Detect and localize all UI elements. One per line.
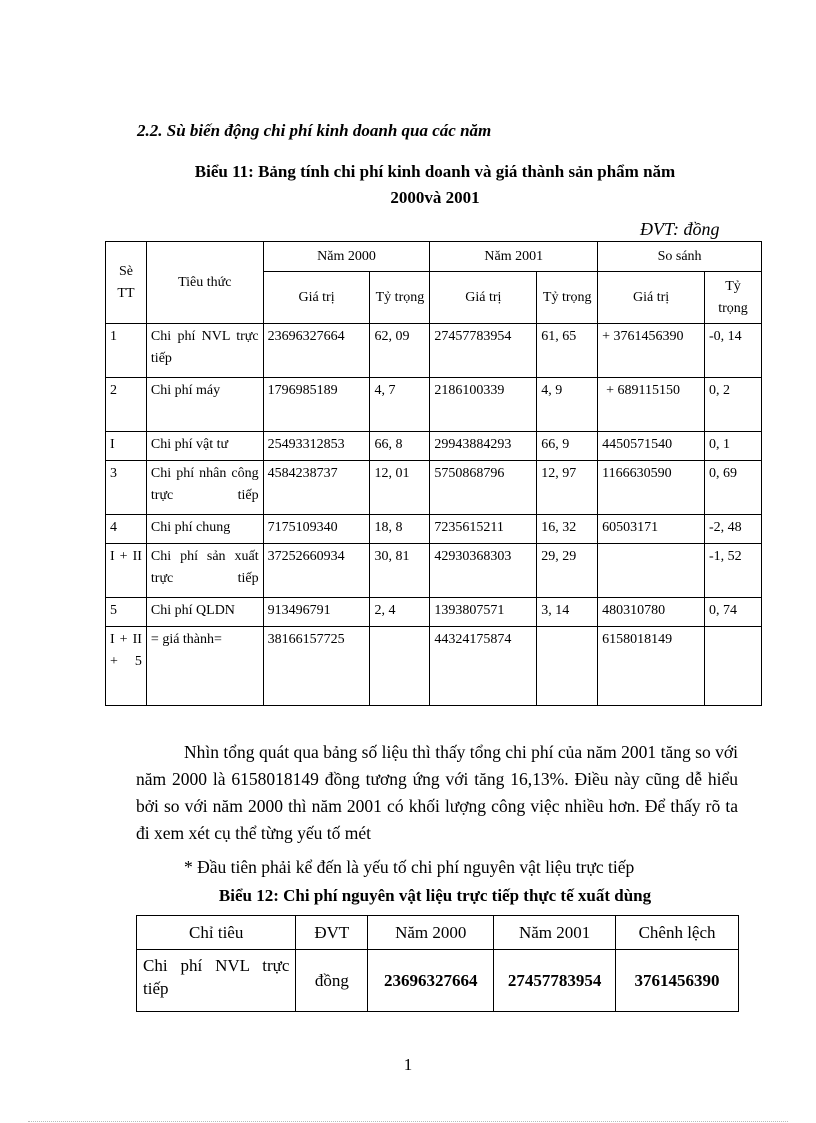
cell-ratio-compare: 0, 1 xyxy=(705,432,762,461)
cell-value-compare xyxy=(598,544,705,598)
body-paragraph-2: * Đầu tiên phải kể đến là yếu tố chi phí nguyên vật liệu trực tiếp xyxy=(184,857,635,877)
cell-ratio-compare: -1, 52 xyxy=(705,544,762,598)
cell-ratio-compare: 0, 69 xyxy=(705,461,762,515)
header-year2000: Năm 2000 xyxy=(263,242,430,272)
cell-criteria: Chi phí sản xuất trực tiếp xyxy=(146,544,263,598)
table-row xyxy=(137,950,739,1012)
cell-ratio-2000: 30, 81 xyxy=(370,544,430,598)
header-unit: ĐVT xyxy=(296,916,368,950)
cell-ratio-2001: 66, 9 xyxy=(537,432,598,461)
header-ratio: Tỷ trọng xyxy=(705,272,762,324)
table-row xyxy=(106,544,762,598)
cell-value-2001: 2186100339 xyxy=(430,378,537,432)
table1-caption-line2: 2000và 2001 xyxy=(390,188,480,207)
cell-criteria: = giá thành= xyxy=(146,627,263,706)
cell-ratio-compare: -2, 48 xyxy=(705,515,762,544)
cell-ratio-2001 xyxy=(537,627,598,706)
cell-value-compare: 1166630590 xyxy=(598,461,705,515)
cell-value-2000: 23696327664 xyxy=(263,324,370,378)
cell-value-2001: 1393807571 xyxy=(430,598,537,627)
cell-value-2000: 1796985189 xyxy=(263,378,370,432)
cell-criteria: Chi phí QLDN xyxy=(146,598,263,627)
cell-criteria: Chi phí NVL trực tiếp xyxy=(146,324,263,378)
cell-unit: đồng xyxy=(296,950,368,1012)
cell-difference: 3761456390 xyxy=(616,950,739,1012)
cell-ratio-2000: 4, 7 xyxy=(370,378,430,432)
header-compare: So sánh xyxy=(598,242,762,272)
header-ratio: Tỷ trọng xyxy=(370,272,430,324)
header-value: Giá trị xyxy=(263,272,370,324)
cell-value-2000: 38166157725 xyxy=(263,627,370,706)
cell-ratio-2001: 3, 14 xyxy=(537,598,598,627)
cell-ratio-2000: 66, 8 xyxy=(370,432,430,461)
table-row xyxy=(106,461,762,515)
material-cost-table xyxy=(136,915,739,1012)
cell-ratio-2000: 18, 8 xyxy=(370,515,430,544)
header-stt: Sè TT xyxy=(106,242,147,324)
cell-ratio-2001: 4, 9 xyxy=(537,378,598,432)
cell-value-2001: 29943884293 xyxy=(430,432,537,461)
cell-year2001: 27457783954 xyxy=(494,950,616,1012)
cell-ratio-2000: 2, 4 xyxy=(370,598,430,627)
cell-criteria: Chi phí máy xyxy=(146,378,263,432)
cell-stt: I xyxy=(106,432,147,461)
cell-value-2000: 913496791 xyxy=(263,598,370,627)
cell-ratio-2000: 12, 01 xyxy=(370,461,430,515)
cell-value-2000: 4584238737 xyxy=(263,461,370,515)
table-row xyxy=(106,432,762,461)
cell-ratio-2000: 62, 09 xyxy=(370,324,430,378)
cell-ratio-2001: 16, 32 xyxy=(537,515,598,544)
body-paragraph: Nhìn tổng quát qua bảng số liệu thì thấy tổng chi phí của năm 2001 tăng so với năm 2000 là 6158018149 đồng tương ứng với tăng 16,13%. Điều này cũng dễ hiểu bởi so với năm 2000 thì năm 2001 có khối lượng công việc nhiều hơn. Để thấy rõ ta đi xem xét cụ thể từng yếu tố mét xyxy=(136,742,738,843)
header-criteria: Tiêu thức xyxy=(146,242,263,324)
cell-indicator: Chi phí NVL trực tiếp xyxy=(137,950,296,1012)
cell-ratio-2001: 29, 29 xyxy=(537,544,598,598)
cell-value-compare: + 3761456390 xyxy=(598,324,705,378)
cell-criteria: Chi phí chung xyxy=(146,515,263,544)
header-difference: Chênh lệch xyxy=(616,916,739,950)
cell-stt: 2 xyxy=(106,378,147,432)
page-footer-divider xyxy=(28,1121,788,1122)
header-value: Giá trị xyxy=(598,272,705,324)
cost-table xyxy=(105,241,762,706)
cell-value-2000: 25493312853 xyxy=(263,432,370,461)
unit-label: ĐVT: đồng xyxy=(640,219,720,239)
table2-caption: Biểu 12: Chi phí nguyên vật liệu trực tiếp thực tế xuất dùng xyxy=(218,886,652,905)
cell-stt: I + II + 5 xyxy=(106,627,147,706)
cell-stt: 3 xyxy=(106,461,147,515)
header-year2000: Năm 2000 xyxy=(368,916,494,950)
table-row xyxy=(106,378,762,432)
cell-criteria: Chi phí nhân công trực tiếp xyxy=(146,461,263,515)
cell-value-2001: 7235615211 xyxy=(430,515,537,544)
table-header-row xyxy=(137,916,739,950)
cell-ratio-2001: 61, 65 xyxy=(537,324,598,378)
cell-value-compare: 4450571540 xyxy=(598,432,705,461)
cell-ratio-compare: -0, 14 xyxy=(705,324,762,378)
header-ratio: Tỷ trọng xyxy=(537,272,598,324)
cell-value-2001: 42930368303 xyxy=(430,544,537,598)
cell-value-compare: + 689115150 xyxy=(598,378,705,432)
header-value: Giá trị xyxy=(430,272,537,324)
table-row xyxy=(106,627,762,706)
header-year2001: Năm 2001 xyxy=(430,242,598,272)
table-row xyxy=(106,515,762,544)
cell-stt: 4 xyxy=(106,515,147,544)
table-row xyxy=(106,324,762,378)
cell-value-compare: 6158018149 xyxy=(598,627,705,706)
cell-value-compare: 480310780 xyxy=(598,598,705,627)
cell-value-2000: 7175109340 xyxy=(263,515,370,544)
cell-value-2001: 44324175874 xyxy=(430,627,537,706)
cell-ratio-compare: 0, 2 xyxy=(705,378,762,432)
cell-stt: 5 xyxy=(106,598,147,627)
cell-value-2000: 37252660934 xyxy=(263,544,370,598)
cell-stt: 1 xyxy=(106,324,147,378)
cell-stt: I + II xyxy=(106,544,147,598)
cell-ratio-compare: 0, 74 xyxy=(705,598,762,627)
cell-ratio-compare xyxy=(705,627,762,706)
cell-criteria: Chi phí vật tư xyxy=(146,432,263,461)
cell-value-2001: 5750868796 xyxy=(430,461,537,515)
cell-year2000: 23696327664 xyxy=(368,950,494,1012)
section-heading: 2.2. Sù biến động chi phí kinh doanh qua các năm xyxy=(137,121,492,140)
cell-ratio-2000 xyxy=(370,627,430,706)
cell-value-2001: 27457783954 xyxy=(430,324,537,378)
header-indicator: Chỉ tiêu xyxy=(137,916,296,950)
header-year2001: Năm 2001 xyxy=(494,916,616,950)
table1-caption xyxy=(110,159,760,211)
cell-value-compare: 60503171 xyxy=(598,515,705,544)
table1-caption-line1: Biểu 11: Bảng tính chi phí kinh doanh và giá thành sản phẩm năm xyxy=(194,162,676,181)
page-number: 1 xyxy=(403,1055,413,1074)
table-row xyxy=(106,598,762,627)
cell-ratio-2001: 12, 97 xyxy=(537,461,598,515)
